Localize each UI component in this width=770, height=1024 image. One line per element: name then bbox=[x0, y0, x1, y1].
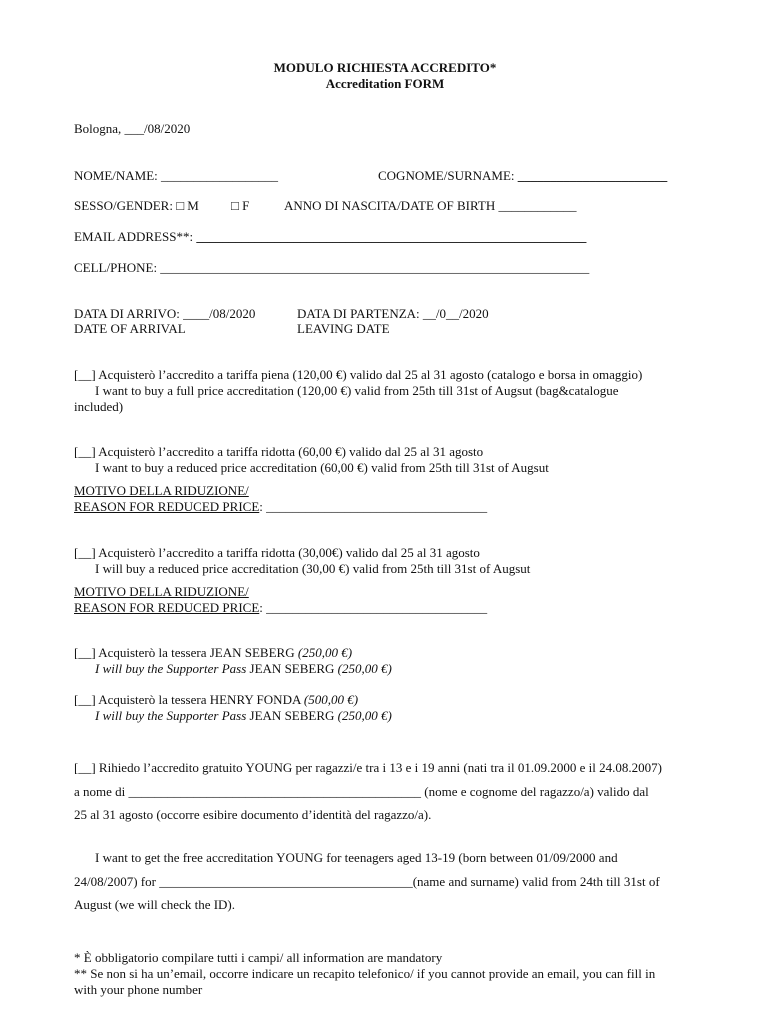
supporter-pass-name: JEAN SEBERG bbox=[246, 708, 338, 723]
henry-fonda-pass-text: [__] Acquisterò la tessera HENRY FONDA bbox=[74, 692, 304, 707]
young-name-field[interactable]: a nome di _____________________________________________ (nome e cognome del ragazzo/a) valido dal bbox=[74, 784, 649, 799]
reduced-60-option-en: I want to buy a reduced price accreditation (60,00 €) valid from 25th till 31st of Augsut bbox=[95, 460, 549, 475]
email-label: EMAIL ADDRESS**: bbox=[74, 229, 197, 244]
reduced-60-option[interactable]: [__] Acquisterò l’accredito a tariffa ridotta (60,00 €) valido dal 25 al 31 agosto bbox=[74, 444, 484, 459]
henry-fonda-pass-price: (500,00 €) bbox=[303, 692, 359, 707]
full-price-option[interactable]: [__] Acquisterò l’accredito a tariffa piena (120,00 €) valido dal 25 al 31 agosto (catalogo e borsa in omaggio) bbox=[74, 367, 643, 382]
reduction-reason-line[interactable]: : __________________________________ bbox=[259, 499, 488, 514]
full-price-option-en: I want to buy a full price accreditation (120,00 €) valid from 25th till 31st of Augsut (bag&catalogue bbox=[95, 383, 619, 398]
gender-f-option[interactable]: □ F bbox=[231, 198, 250, 213]
supporter-pass-price: (250,00 €) bbox=[337, 661, 392, 676]
young-name-field-en[interactable]: 24/08/2007) for _______________________________________(name and surname) valid from 24th till 31st of bbox=[74, 874, 660, 889]
young-en-line-1: I want to get the free accreditation YOUNG for teenagers aged 13-19 (born between 01/09/2000 and bbox=[95, 850, 618, 865]
departure-date-field[interactable]: DATA DI PARTENZA: __/0__/2020 bbox=[297, 306, 489, 321]
reduction-reason-field[interactable] bbox=[74, 499, 487, 515]
jean-seberg-pass-option[interactable] bbox=[74, 645, 352, 661]
email-field[interactable] bbox=[74, 229, 586, 245]
reduction-reason-label-en: REASON FOR REDUCED PRICE bbox=[74, 600, 260, 615]
young-en-line-3: August (we will check the ID). bbox=[74, 897, 236, 912]
young-note-it: 25 al 31 agosto (occorre esibire documento d’identità del ragazzo/a). bbox=[74, 807, 432, 822]
surname-label: COGNOME/SURNAME: bbox=[378, 168, 518, 183]
reduction-reason-label-it: MOTIVO DELLA RIDUZIONE/ bbox=[74, 584, 249, 599]
arrival-date-field[interactable]: DATA DI ARRIVO: ____/08/2020 bbox=[74, 306, 256, 321]
footnote-email: ** Se non si ha un’email, occorre indicare un recapito telefonico/ if you cannot provide an email, you can fill in bbox=[74, 966, 656, 981]
place-date: Bologna, ___/08/2020 bbox=[74, 121, 191, 136]
footnote-mandatory: * È obbligatorio compilare tutti i campi/ all information are mandatory bbox=[74, 950, 443, 965]
supporter-pass-text: I will buy the Supporter Pass bbox=[95, 708, 247, 723]
name-field[interactable]: NOME/NAME: __________________ bbox=[74, 168, 279, 183]
reduction-reason-label-en: REASON FOR REDUCED PRICE bbox=[74, 499, 260, 514]
form-title: MODULO RICHIESTA ACCREDITO* bbox=[273, 60, 497, 75]
supporter-pass-name: JEAN SEBERG bbox=[246, 661, 338, 676]
reduction-reason-line[interactable]: : __________________________________ bbox=[259, 600, 488, 615]
reduction-reason-field[interactable] bbox=[74, 600, 487, 616]
email-line[interactable]: ____________________________________________________________ bbox=[196, 229, 587, 244]
arrival-label-en: DATE OF ARRIVAL bbox=[74, 321, 186, 336]
supporter-pass-price: (250,00 €) bbox=[337, 708, 392, 723]
gender-m-option[interactable]: SESSO/GENDER: □ M bbox=[74, 198, 199, 213]
reduced-30-option-en: I will buy a reduced price accreditation (30,00 €) valid from 25th till 31st of Augsut bbox=[95, 561, 531, 576]
form-subtitle: Accreditation FORM bbox=[325, 76, 445, 91]
henry-fonda-pass-en bbox=[95, 708, 392, 724]
jean-seberg-pass-text: [__] Acquisterò la tessera JEAN SEBERG bbox=[74, 645, 298, 660]
reduction-reason-label-it: MOTIVO DELLA RIDUZIONE/ bbox=[74, 483, 249, 498]
departure-label-en: LEAVING DATE bbox=[297, 321, 390, 336]
henry-fonda-pass-option[interactable] bbox=[74, 692, 358, 708]
surname-line[interactable]: _______________________ bbox=[517, 168, 668, 183]
footnote-email-cont: with your phone number bbox=[74, 982, 203, 997]
jean-seberg-pass-en bbox=[95, 661, 392, 677]
reduced-30-option[interactable]: [__] Acquisterò l’accredito a tariffa ridotta (30,00€) valido dal 25 al 31 agosto bbox=[74, 545, 480, 560]
phone-field[interactable]: CELL/PHONE: __________________________________________________________________ bbox=[74, 260, 590, 275]
birth-year-field[interactable]: ANNO DI NASCITA/DATE OF BIRTH ____________ bbox=[284, 198, 577, 213]
jean-seberg-pass-price: (250,00 €) bbox=[297, 645, 353, 660]
full-price-option-en-cont: included) bbox=[74, 399, 124, 414]
young-accreditation-option[interactable]: [__] Rihiedo l’accredito gratuito YOUNG per ragazzi/e tra i 13 e i 19 anni (nati tra il 01.09.2000 e il 24.08.2007) bbox=[74, 760, 662, 775]
surname-field[interactable] bbox=[378, 168, 667, 184]
supporter-pass-text: I will buy the Supporter Pass bbox=[95, 661, 247, 676]
